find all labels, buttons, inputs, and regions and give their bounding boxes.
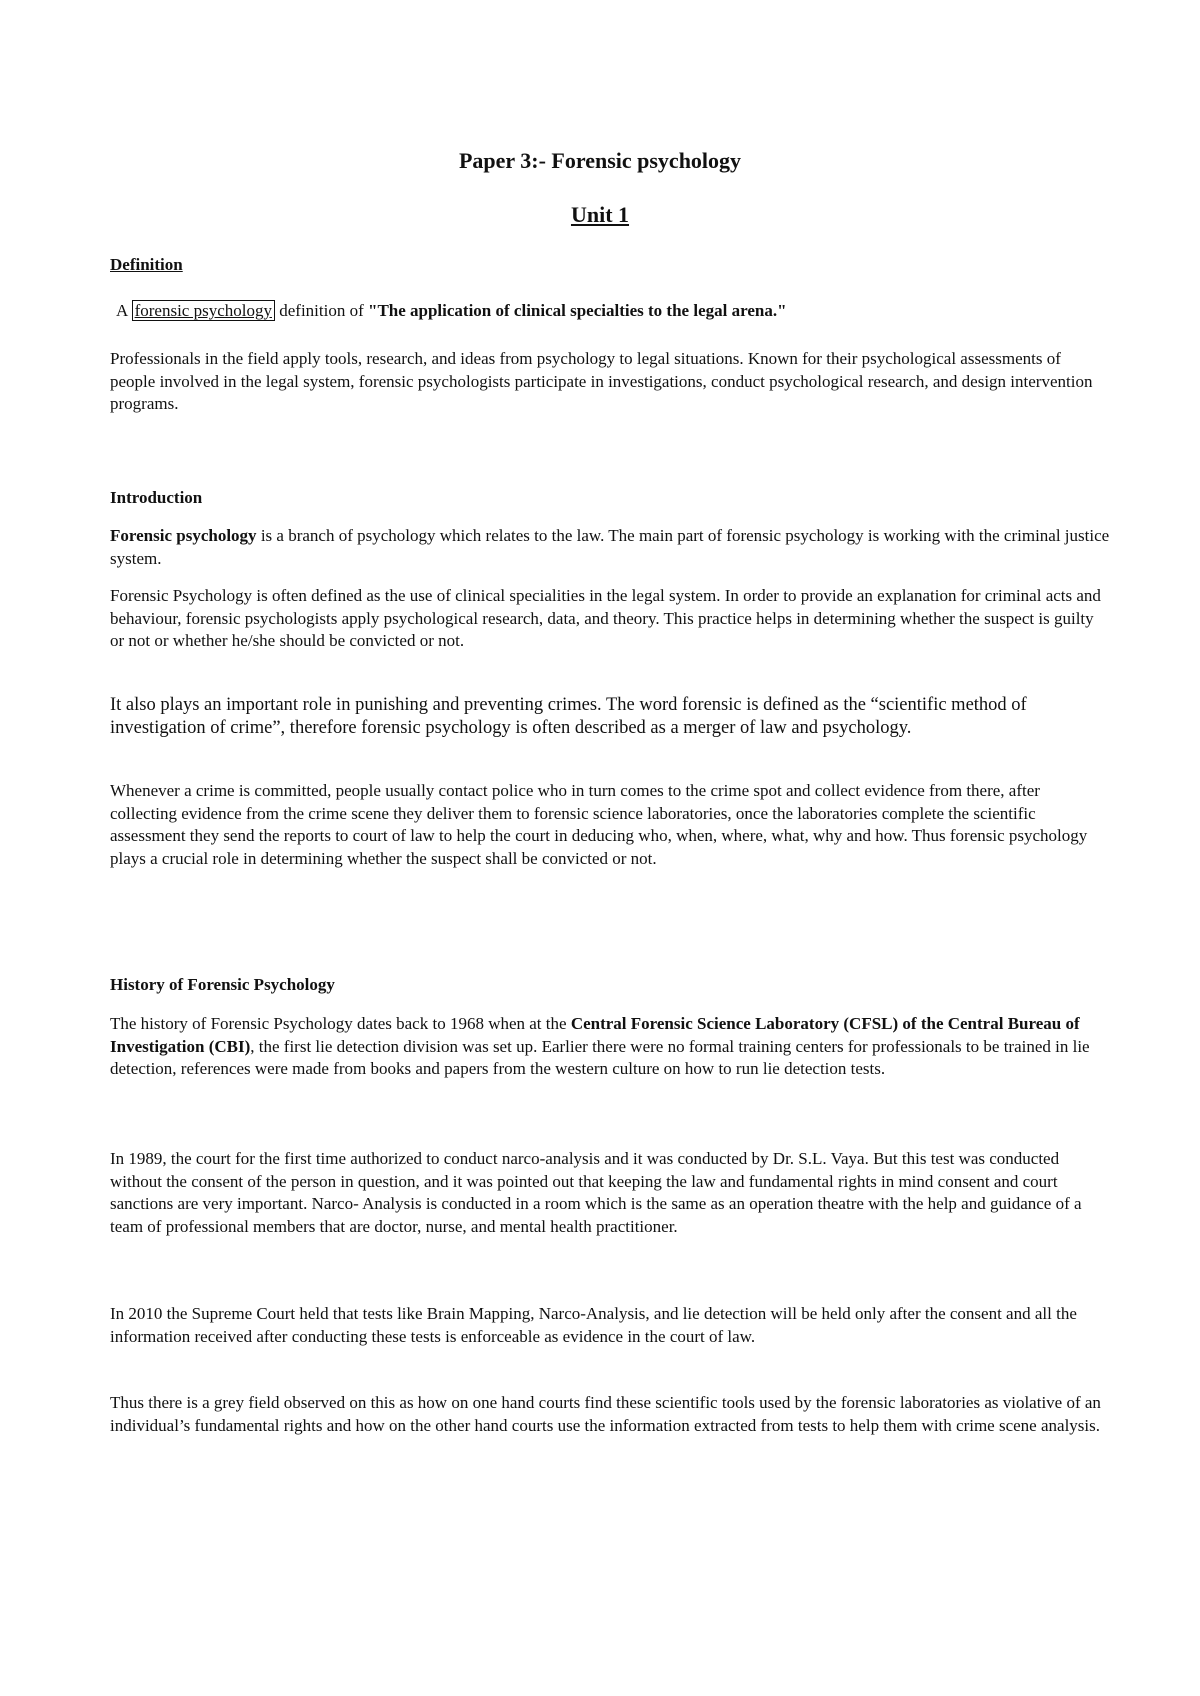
introduction-term: Forensic psychology	[110, 526, 257, 545]
history-paragraph-2: In 1989, the court for the first time authorized to conduct narco-analysis and it was conducted by Dr. S.L. Vaya. But this test was conducted without the consent of the person in question, and it was pointed out that keeping the law and fundamental rights in mind consent and court sanctions are very important. Narco- Analysis is conducted in a room which is the same as an operation theatre with the help and guidance of a team of professional members that are doctor, nurse, and mental health practitioner.	[110, 1149, 1082, 1236]
introduction-paragraph-4: Whenever a crime is committed, people usually contact police who in turn comes to the crime spot and collect evidence from there, after collecting evidence from the crime scene they deliver them to forensic science laboratories, once the laboratories complete the scientific assessment they send the reports to court of law to help the court in deducing who, when, where, what, why and how. Thus forensic psychology plays a crucial role in determining whether the suspect shall be convicted or not.	[110, 781, 1088, 868]
definition-middle: definition of	[279, 301, 364, 320]
introduction-p1-text: is a branch of psychology which relates to the law. The main part of forensic psychology is working with the criminal justice system.	[110, 526, 1110, 568]
history-p1-bold: Central Forensic Science Laboratory (CFSL) of the Central Bureau of Investigation (CBI)	[110, 1014, 1080, 1056]
introduction-paragraph-3: It also plays an important role in punishing and preventing crimes. The word forensic is defined as the “scientific method of investigation of crime”, therefore forensic psychology is often described as a merger of law and psychology.	[110, 695, 1027, 738]
introduction-paragraph-2: Forensic Psychology is often defined as the use of clinical specialities in the legal system. In order to provide an explanation for criminal acts and behaviour, forensic psychologists apply psychological research, data, and theory. This practice helps in determining whether the suspect is guilty or not or whether he/she should be convicted or not.	[110, 586, 1101, 650]
definition-term: forensic psychology	[132, 300, 275, 321]
unit-heading: Unit 1	[570, 202, 630, 227]
history-heading: History of Forensic Psychology	[110, 975, 335, 994]
history-p1-text-b: , the first lie detection division was set up. Earlier there were no formal training centers for professionals to be trained in lie detection, references were made from books and papers from the western culture on how to run lie detection tests.	[110, 1036, 1090, 1078]
document-title: Paper 3:- Forensic psychology	[458, 148, 742, 173]
definition-quote: "The application of clinical specialties to the legal arena."	[368, 301, 787, 320]
history-paragraph-1	[110, 1013, 1110, 1081]
history-paragraph-4: Thus there is a grey field observed on this as how on one hand courts find these scientific tools used by the forensic laboratories as violative of an individual’s fundamental rights and how on the other hand courts use the information extracted from tests to help them with crime scene analysis.	[110, 1393, 1101, 1435]
history-p1-text-a: The history of Forensic Psychology dates back to 1968 when at the	[110, 1014, 571, 1033]
history-paragraph-3: In 2010 the Supreme Court held that tests like Brain Mapping, Narco-Analysis, and lie detection will be held only after the consent and all the information received after conducting these tests is enforceable as evidence in the court of law.	[110, 1304, 1077, 1346]
introduction-paragraph-1	[110, 525, 1110, 570]
definition-statement	[116, 300, 1116, 323]
definition-heading: Definition	[110, 255, 183, 274]
definition-paragraph: Professionals in the field apply tools, research, and ideas from psychology to legal situations. Known for their psychological assessments of people involved in the legal system, forensic psychologists participate in investigations, conduct psychological research, and design intervention programs.	[110, 349, 1093, 413]
introduction-heading: Introduction	[110, 488, 203, 507]
definition-lead: A	[116, 301, 128, 320]
